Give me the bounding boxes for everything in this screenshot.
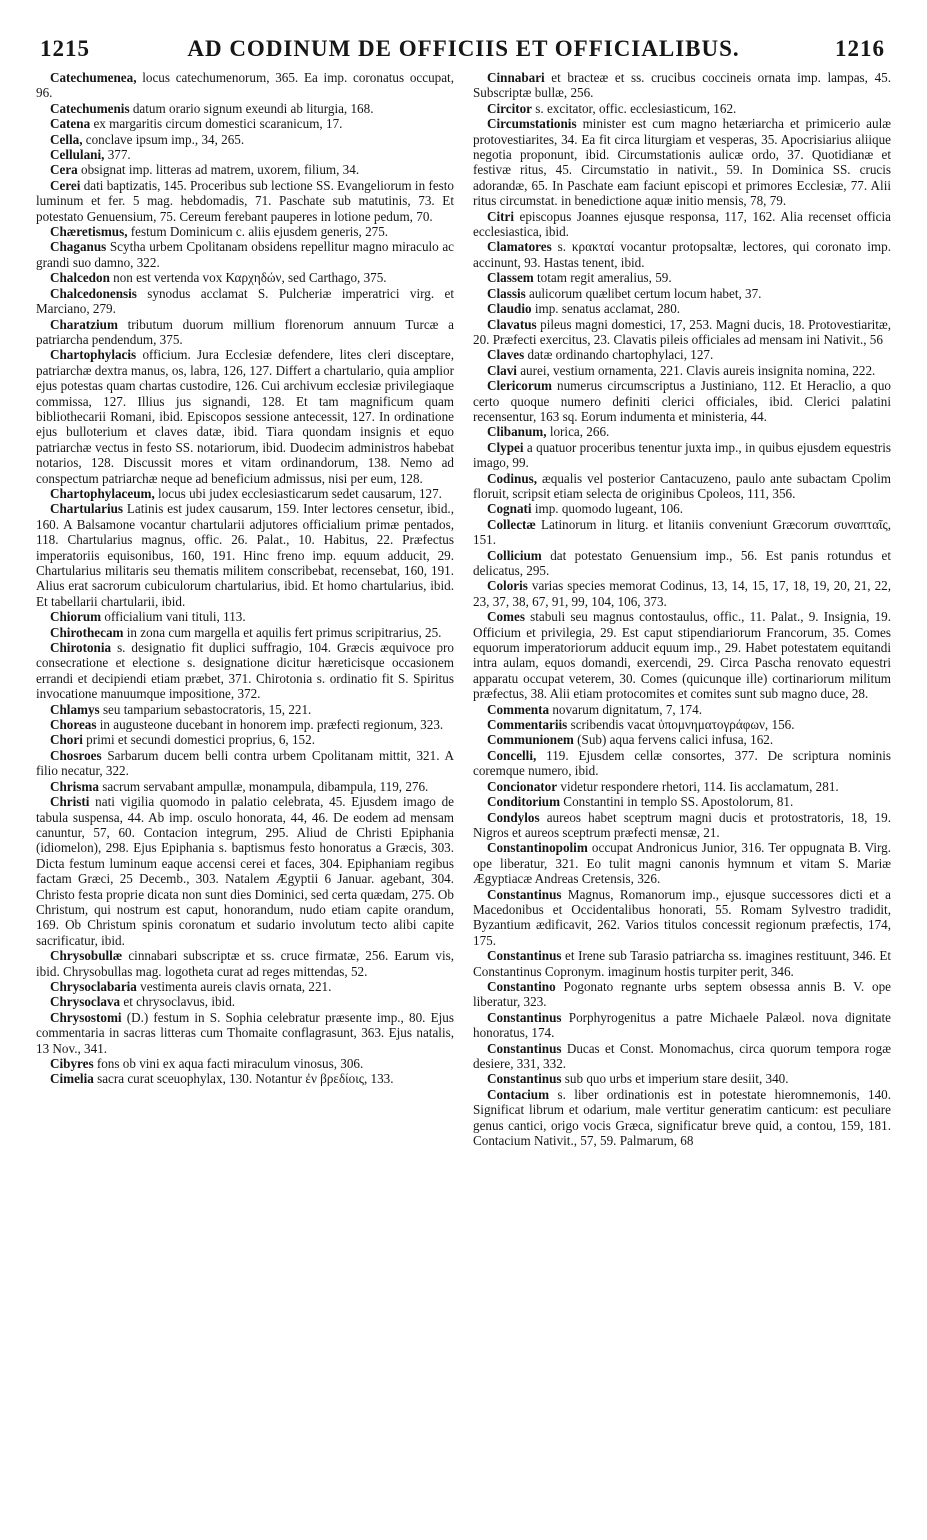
index-entry bbox=[36, 609, 454, 624]
index-entry bbox=[473, 70, 891, 101]
entry-text: s. designatio fit duplici suffragio, 104. Græcis æquivoce pro consecratione et electione s. designatione dicitur hæreticisque occasionem errandi et decipiendi etiam præbet, 371. Chirotonia s. ordinatio fit S. Spiritus invocatione manuumque impositione, 372. bbox=[36, 640, 454, 702]
entry-text: primi et secundi domestici proprius, 6, 152. bbox=[82, 732, 315, 748]
entry-headword: Chlamys bbox=[50, 701, 100, 717]
entry-headword: Constantinus bbox=[487, 1071, 562, 1087]
entry-headword: Commentariis bbox=[487, 717, 568, 733]
index-entry bbox=[473, 440, 891, 471]
index-entry bbox=[473, 979, 891, 1010]
entry-text: Latinis est judex causarum, 159. Inter lectores censetur, ibid., 160. A Balsamone vocantur chartularii adjutores officialium primæ pentados, 118. Chartularius magnus, offic. 26. Palat., 10. Habitus, 22. Præfectus imperatoriis equisonibus, 160, 191. Hinc freno imp. equum adducit, 29. Chartularius militaris seu thematis militem conscribebat, recensebat, 160, 191. Alius erat sacrorum cubiculorum chartularius, ibid. Et homo chartularius, ibid. Et tabellarii chartularii, ibid. bbox=[36, 501, 454, 609]
entry-headword: Constantinus bbox=[487, 948, 562, 964]
index-entry bbox=[36, 779, 454, 794]
entry-text: datum orario signum exeundi ab liturgia, 168. bbox=[129, 100, 374, 116]
index-entry bbox=[36, 794, 454, 948]
entry-text: conclave ipsum imp., 34, 265. bbox=[82, 131, 245, 147]
index-entry bbox=[473, 517, 891, 548]
entry-text: Pogonato regnante urbs septem obsessa annis B. V. ope liberatur, 323. bbox=[473, 978, 891, 1010]
index-entry bbox=[473, 378, 891, 424]
index-entry bbox=[36, 1010, 454, 1056]
entry-headword: Chæretismus, bbox=[50, 224, 128, 240]
right-column bbox=[473, 70, 891, 1148]
entry-text: episcopus Joannes ejusque responsa, 117, 162. Alia recenset officia ecclesiastica, ibid. bbox=[473, 208, 891, 240]
entry-text: Scytha urbem Cpolitanam obsidens repellitur magno miraculo ac grandi suo damno, 322. bbox=[36, 239, 454, 270]
index-entry bbox=[36, 317, 454, 348]
entry-text: locus catechumenorum, 365. Ea imp. coronatus occupat, 96. bbox=[36, 70, 454, 101]
index-entry bbox=[473, 1071, 891, 1086]
index-entry bbox=[36, 979, 454, 994]
entry-headword: Commenta bbox=[487, 701, 550, 717]
entry-text: officium. Jura Ecclesiæ defendere, lites cleri disceptare, patriarchæ dextra manus, os, labra, 126, 127. Differt a chartulario, quia amplior ejus potestas quam chartas custodire, 126. Cui archivum ecclesiæ privilegiaque commissa, 127. Illius jus signandi, 128. Et tam magnificum quam bibliothecarii Romani, ibid. Episcopos sessione antecessit, 127. In ordinatione ejus bulloterium et claves datæ, ibid. Tiara quondam insignis et equo patriarchæ vectus in festo SS. notariorum, ibid. Duodecim administros habebat notarios, 128. Discussit mores et vitam ordinandorum, 138. Nemo ad conspectum patriarchæ neque ad beneficium admissus, nisi per eum, 128. bbox=[36, 347, 454, 486]
entry-headword: Collicium bbox=[487, 547, 542, 563]
entry-headword: Cellulani, bbox=[50, 147, 105, 163]
entry-text: lorica, 266. bbox=[546, 424, 610, 440]
entry-text: aureos habet sceptrum magni ducis et protostratoris, 18, 19. Nigros et aureos sceptrum præfecti mensæ, 21. bbox=[473, 809, 891, 840]
entry-text: stabuli seu magnus contostaulus, offic., 11. Palat., 9. Insignia, 19. Officium et privilegia, 29. Est caput stipendiariorum Francorum, 35. Comes equorum imperatoriorum adducit equum imp., 29. Habet potestatem equitandi intra aulam, equos domandi, exercendi, 29. Circa Pascha renovato equestri apparatu occupat veterem, 30. Comes (quicunque ille) cortinariorum militum præfectus, 38. Alii etiam protocomites et comites sunt sub magno duce, 28. bbox=[473, 609, 891, 702]
entry-text: sacrum servabant ampullæ, monampula, dibampula, 119, 276. bbox=[98, 778, 429, 794]
index-entry bbox=[473, 424, 891, 439]
entry-headword: Clavi bbox=[487, 362, 517, 378]
page-title: AD CODINUM DE OFFICIIS ET OFFICIALIBUS. bbox=[187, 36, 740, 61]
entry-text: 377. bbox=[104, 147, 131, 163]
entry-headword: Circitor bbox=[487, 100, 532, 116]
entry-text: imp. senatus acclamat, 280. bbox=[531, 301, 681, 317]
entry-headword: Cerei bbox=[50, 177, 81, 193]
entry-headword: Constantino bbox=[487, 978, 556, 994]
entry-text: videtur respondere rhetori, 114. Iis acclamatum, 281. bbox=[557, 778, 839, 794]
entry-headword: Condylos bbox=[487, 809, 540, 825]
index-entry bbox=[36, 162, 454, 177]
entry-headword: Catena bbox=[50, 116, 91, 132]
entry-text: varias species memorat Codinus, 13, 14, 15, 17, 18, 19, 20, 21, 22, 23, 37, 38, 67, 91, 99, 104, 106, 373. bbox=[473, 578, 891, 609]
index-entry bbox=[473, 548, 891, 579]
entry-text: in zona cum margella et aquilis fert primus scripitrarius, 25. bbox=[123, 624, 442, 640]
entry-headword: Circumstationis bbox=[487, 116, 577, 132]
entry-text: a quatuor proceribus tenentur juxta imp., in quibus ejusdem equestris imago, 99. bbox=[473, 439, 891, 471]
index-entry bbox=[473, 101, 891, 116]
index-entry bbox=[473, 840, 891, 886]
entry-text: occupat Andronicus Junior, 316. Ter oppugnata B. Virg. ope liberatur, 321. Eo tulit magni canonis hymnum et vitam S. Mariæ Ægyptiacæ Andreas Cretensis, 326. bbox=[473, 840, 891, 887]
index-entry bbox=[473, 748, 891, 779]
entry-headword: Chrisma bbox=[50, 778, 99, 794]
entry-headword: Chrysoclava bbox=[50, 994, 121, 1010]
entry-headword: Collectæ bbox=[487, 516, 536, 532]
index-entry bbox=[473, 501, 891, 516]
entry-text: (D.) festum in S. Sophia celebratur præsente imp., 80. Ejus commentaria in sacras litteras cum Thomaite conflagrasunt, 363. Ejus natalis, 13 Nov., 341. bbox=[36, 1009, 454, 1056]
entry-headword: Chalcedonensis bbox=[50, 285, 137, 301]
entry-headword: Clypei bbox=[487, 439, 524, 455]
entry-text: aulicorum quælibet certum locum habet, 37. bbox=[525, 285, 762, 301]
entry-headword: Claudio bbox=[487, 301, 532, 317]
entry-headword: Chirothecam bbox=[50, 624, 124, 640]
index-entry bbox=[36, 948, 454, 979]
index-entry bbox=[473, 286, 891, 301]
entry-text: Porphyrogenitus a patre Michaele Palæol. nova dignitate honoratus, 174. bbox=[473, 1009, 891, 1041]
index-entry bbox=[473, 209, 891, 240]
entry-headword: Clibanum, bbox=[487, 424, 547, 440]
index-entry bbox=[36, 286, 454, 317]
index-entry bbox=[36, 994, 454, 1009]
index-entry bbox=[36, 501, 454, 609]
entry-text: novarum dignitatum, 7, 174. bbox=[549, 701, 702, 717]
entry-text: et bracteæ et ss. crucibus coccineis ornata imp. lampas, 45. Subscriptæ bullæ, 256. bbox=[473, 70, 891, 101]
entry-text: vestimenta aureis clavis ornata, 221. bbox=[136, 978, 332, 994]
entry-headword: Constantinus bbox=[487, 886, 562, 902]
entry-headword: Citri bbox=[487, 208, 514, 224]
index-entry bbox=[36, 224, 454, 239]
index-entry bbox=[36, 239, 454, 270]
page-number-right: 1216 bbox=[835, 36, 885, 61]
entry-headword: Concelli, bbox=[487, 747, 537, 763]
entry-headword: Chalcedon bbox=[50, 270, 110, 286]
entry-text: et Irene sub Tarasio patriarcha ss. imagines restituunt, 346. Et Constantinus Copronym. imaginum hostis turpiter perit, 346. bbox=[473, 948, 891, 979]
page-number-left: 1215 bbox=[40, 36, 90, 61]
index-entry bbox=[473, 1087, 891, 1149]
index-entry bbox=[473, 270, 891, 285]
index-entry bbox=[36, 132, 454, 147]
entry-text: sacra curat sceuophylax, 130. Notantur ἐν βρεδίοις, 133. bbox=[93, 1071, 394, 1087]
entry-headword: Classis bbox=[487, 285, 526, 301]
index-entry bbox=[36, 116, 454, 131]
index-entry bbox=[36, 748, 454, 779]
entry-text: tributum duorum millium florenorum annuum Turcæ a patriarcha pendendum, 375. bbox=[36, 316, 454, 347]
index-entry bbox=[473, 363, 891, 378]
entry-text: ex margaritis circum domestici scaranicum, 17. bbox=[90, 116, 343, 132]
entry-headword: Chartophylaceum, bbox=[50, 485, 155, 501]
entry-headword: Conditorium bbox=[487, 794, 561, 810]
entry-headword: Constantinus bbox=[487, 1040, 562, 1056]
entry-text: dat potestato Genuensium imp., 56. Est panis rotundus et delicatus, 295. bbox=[473, 547, 891, 578]
index-entry bbox=[36, 270, 454, 285]
entry-headword: Catechumenis bbox=[50, 100, 130, 116]
entry-text: scribendis vacat ὑπομνηματογράφων, 156. bbox=[567, 717, 795, 733]
entry-text: obsignat imp. litteras ad matrem, uxorem, filium, 34. bbox=[77, 162, 360, 178]
entry-headword: Cella, bbox=[50, 131, 83, 147]
entry-text: imp. quomodo lugeant, 106. bbox=[531, 501, 684, 517]
entry-headword: Christi bbox=[50, 794, 90, 810]
entry-headword: Clavatus bbox=[487, 316, 537, 332]
index-entry bbox=[473, 810, 891, 841]
index-entry bbox=[473, 471, 891, 502]
entry-headword: Codinus, bbox=[487, 470, 538, 486]
entry-text: 119. Ejusdem cellæ consortes, 377. De scriptura nominis coremque numero, ibid. bbox=[473, 747, 891, 779]
entry-text: numerus circumscriptus a Justiniano, 112. Et Heraclio, a quo certo quoque numero definiti clerici officiales, ibid. Clerici palatini recensentur, 163 sq. Eorum indumenta et ministeria, 44. bbox=[473, 378, 891, 424]
index-entry bbox=[473, 779, 891, 794]
entry-headword: Cinnabari bbox=[487, 70, 545, 85]
entry-headword: Cera bbox=[50, 162, 78, 178]
index-entry bbox=[473, 116, 891, 208]
entry-headword: Chrysostomi bbox=[50, 1009, 122, 1025]
index-entry bbox=[473, 732, 891, 747]
entry-text: festum Dominicum c. aliis ejusdem generis, 275. bbox=[127, 224, 389, 240]
index-entry bbox=[36, 147, 454, 162]
entry-text: officialium vani tituli, 113. bbox=[101, 609, 246, 625]
entry-headword: Catechumenea, bbox=[50, 70, 137, 85]
index-entry bbox=[36, 1056, 454, 1071]
index-entry bbox=[473, 887, 891, 949]
entry-text: Sarbarum ducem belli contra urbem Cpolitanam mittit, 321. A filio necatur, 322. bbox=[36, 747, 454, 779]
index-entry bbox=[473, 609, 891, 701]
entry-headword: Constantinopolim bbox=[487, 840, 588, 856]
entry-headword: Coloris bbox=[487, 578, 528, 594]
index-entry bbox=[36, 640, 454, 702]
index-entry bbox=[36, 717, 454, 732]
entry-headword: Clericorum bbox=[487, 378, 552, 394]
index-entry bbox=[473, 239, 891, 270]
entry-text: Constantini in templo SS. Apostolorum, 81. bbox=[560, 794, 794, 810]
entry-text: Magnus, Romanorum imp., ejusque successores dicti et a Macedonibus et Occidentalibus honorati, 55. Romam Sylvestro tradidit, Byzantium ædificavit, 262. Varios titulos concessit regionum præfectis, 174, 175. bbox=[473, 886, 891, 948]
entry-headword: Cibyres bbox=[50, 1056, 94, 1071]
index-entry bbox=[473, 578, 891, 609]
index-entry bbox=[473, 1041, 891, 1072]
entry-headword: Contacium bbox=[487, 1086, 550, 1102]
entry-text: dati baptizatis, 145. Proceribus sub lectione SS. Evangeliorum in festo luminum et fer. 5 mag. hebdomadis, 71. Paschate sub matutinis, 73. Et potestato Genuensium, 75. Cereum ferebant pauperes in lotione pedum, 70. bbox=[36, 177, 454, 224]
index-entry bbox=[473, 1010, 891, 1041]
entry-text: seu tamparium sebastocratoris, 15, 221. bbox=[99, 701, 312, 717]
index-entry bbox=[36, 70, 454, 101]
index-entry bbox=[473, 317, 891, 348]
entry-text: synodus acclamat S. Pulcheriæ imperatrici virg. et Marciano, 279. bbox=[36, 285, 454, 317]
index-entry bbox=[473, 702, 891, 717]
entry-headword: Chrysobullæ bbox=[50, 948, 123, 964]
index-entry bbox=[36, 101, 454, 116]
index-entry bbox=[473, 347, 891, 362]
entry-text: s. κρακταί vocantur protopsaltæ, lectores, qui coronato imp. accinunt, 93. Hastas tenent, ibid. bbox=[473, 239, 891, 270]
index-entry bbox=[36, 1071, 454, 1086]
entry-headword: Chosroes bbox=[50, 747, 102, 763]
entry-text: fons ob vini ex aqua facti miraculum vinosus, 306. bbox=[93, 1056, 364, 1071]
entry-text: locus ubi judex ecclesiasticarum sedet causarum, 127. bbox=[154, 485, 442, 501]
entry-headword: Chartularius bbox=[50, 501, 124, 517]
entry-text: datæ ordinando chartophylaci, 127. bbox=[524, 347, 714, 363]
entry-headword: Comes bbox=[487, 609, 525, 625]
index-entry bbox=[473, 794, 891, 809]
entry-headword: Cimelia bbox=[50, 1071, 94, 1087]
entry-text: (Sub) aqua fervens calici infusa, 162. bbox=[573, 732, 774, 748]
index-entry bbox=[473, 301, 891, 316]
index-entry bbox=[36, 625, 454, 640]
running-header bbox=[36, 36, 891, 68]
index-entry bbox=[36, 702, 454, 717]
entry-headword: Chiorum bbox=[50, 609, 102, 625]
entry-headword: Clamatores bbox=[487, 239, 552, 255]
entry-text: minister est cum magno hetæriarcha et primicerio aulæ protovestiarites, 34. Ea fit circa liturgiam et vesperas, 35. Apocrisiarius aliique negotia proponunt, ibid. Circumstationis aulicæ ordo, 37. Quotidianæ et festivæ ritus, 45. Circumstatio in nativit., 59. In Dominica SS. crucis adorandæ, 65. In Paschate eam faciunt episcopi et primores Ecclesiæ, 77. Alii ritus circumstat. in benedictione aquæ initio mensis, 78, 79. bbox=[473, 116, 891, 209]
entry-text: aurei, vestium ornamenta, 221. Clavis aureis insignita nomina, 222. bbox=[516, 362, 876, 378]
entry-text: pileus magni domestici, 17, 253. Magni ducis, 18. Protovestiaritæ, 20. Præfecti exercitus, 23. Clavatis pileis officiales ad mensam ini Nativit., 56 bbox=[473, 316, 891, 347]
entry-headword: Chrysoclabaria bbox=[50, 978, 137, 994]
entry-text: Latinorum in liturg. et litaniis conveniunt Græcorum συναπταῖς, 151. bbox=[473, 516, 891, 548]
entry-headword: Cognati bbox=[487, 501, 532, 517]
entry-text: et chrysoclavus, ibid. bbox=[120, 994, 236, 1010]
entry-headword: Chaganus bbox=[50, 239, 107, 255]
entry-text: s. liber ordinationis est in potestate hieromnemonis, 140. Significat librum et odarium, male vertitur generatim canticum: est peculiare genus cantici, origo vocis Græca, significatur breve quid, a contou, 159, 181. Contacium Nativit., 57, 59. Palmarum, 68 bbox=[473, 1086, 891, 1149]
entry-text: in augusteone ducebant in honorem imp. præfecti regionum, 323. bbox=[96, 717, 444, 733]
entry-headword: Charatzium bbox=[50, 316, 118, 332]
entry-headword: Chirotonia bbox=[50, 640, 112, 656]
entry-text: totam regit ameralius, 59. bbox=[533, 270, 672, 286]
index-entry bbox=[36, 486, 454, 501]
left-column bbox=[36, 70, 454, 1148]
index-entry bbox=[36, 347, 454, 486]
index-columns bbox=[36, 70, 891, 1148]
entry-text: Ducas et Const. Monomachus, circa quorum tempora rogæ desiere, 331, 332. bbox=[473, 1040, 891, 1071]
entry-headword: Concionator bbox=[487, 778, 558, 794]
entry-headword: Choreas bbox=[50, 717, 97, 733]
entry-headword: Claves bbox=[487, 347, 525, 363]
index-entry bbox=[473, 948, 891, 979]
entry-text: sub quo urbs et imperium stare desiit, 340. bbox=[561, 1071, 789, 1087]
entry-text: non est vertenda vox Καρχηδών, sed Carthago, 375. bbox=[109, 270, 387, 286]
entry-text: cinnabari subscriptæ et ss. cruce firmatæ, 256. Earum vis, ibid. Chrysobullas mag. logotheta curat ad reges mittendas, 52. bbox=[36, 948, 454, 979]
entry-headword: Chartophylacis bbox=[50, 347, 137, 363]
entry-headword: Classem bbox=[487, 270, 534, 286]
entry-text: nati vigilia quomodo in palatio celebrata, 45. Ejusdem imago de tabula suspensa, 44. Ab imp. osculo honorata, 44, 46. De eodem ad mensam canuntur, 57, 60. Contacion integrum, 295. Aliud de Christi Epiphania (idiomelon), 298. Ejus Epiphania s. baptismus festo honoratus a Græcis, 303. Dicta festum luminum eaque accensi cerei et faces, 304. Epiphaniam regibus factam Græci, 25 Decemb., 303. Natalem Ægyptii 6 Januar. agebant, 304. Christo festa proprie dicata non sunt dies Dominici, sed certa quædam, 275. Ob Christum, qui nostrum est caput, honorandum, nudo etiam capite orandum, 169. Ob Christum spinis coronatum et sudario involutum tecto alibi capite sacrificatur, ibid. bbox=[36, 794, 454, 948]
index-entry bbox=[36, 732, 454, 747]
index-entry bbox=[36, 178, 454, 224]
entry-headword: Communionem bbox=[487, 732, 574, 748]
entry-text: s. excitator, offic. ecclesiasticum, 162. bbox=[532, 100, 737, 116]
index-entry bbox=[473, 717, 891, 732]
entry-headword: Chori bbox=[50, 732, 83, 748]
entry-text: æqualis vel posterior Cantacuzeno, paulo ante subactam Cpolim floruit, scripsit etiam selecta de originibus Cpoleos, 111, 356. bbox=[473, 470, 891, 501]
entry-headword: Constantinus bbox=[487, 1009, 562, 1025]
